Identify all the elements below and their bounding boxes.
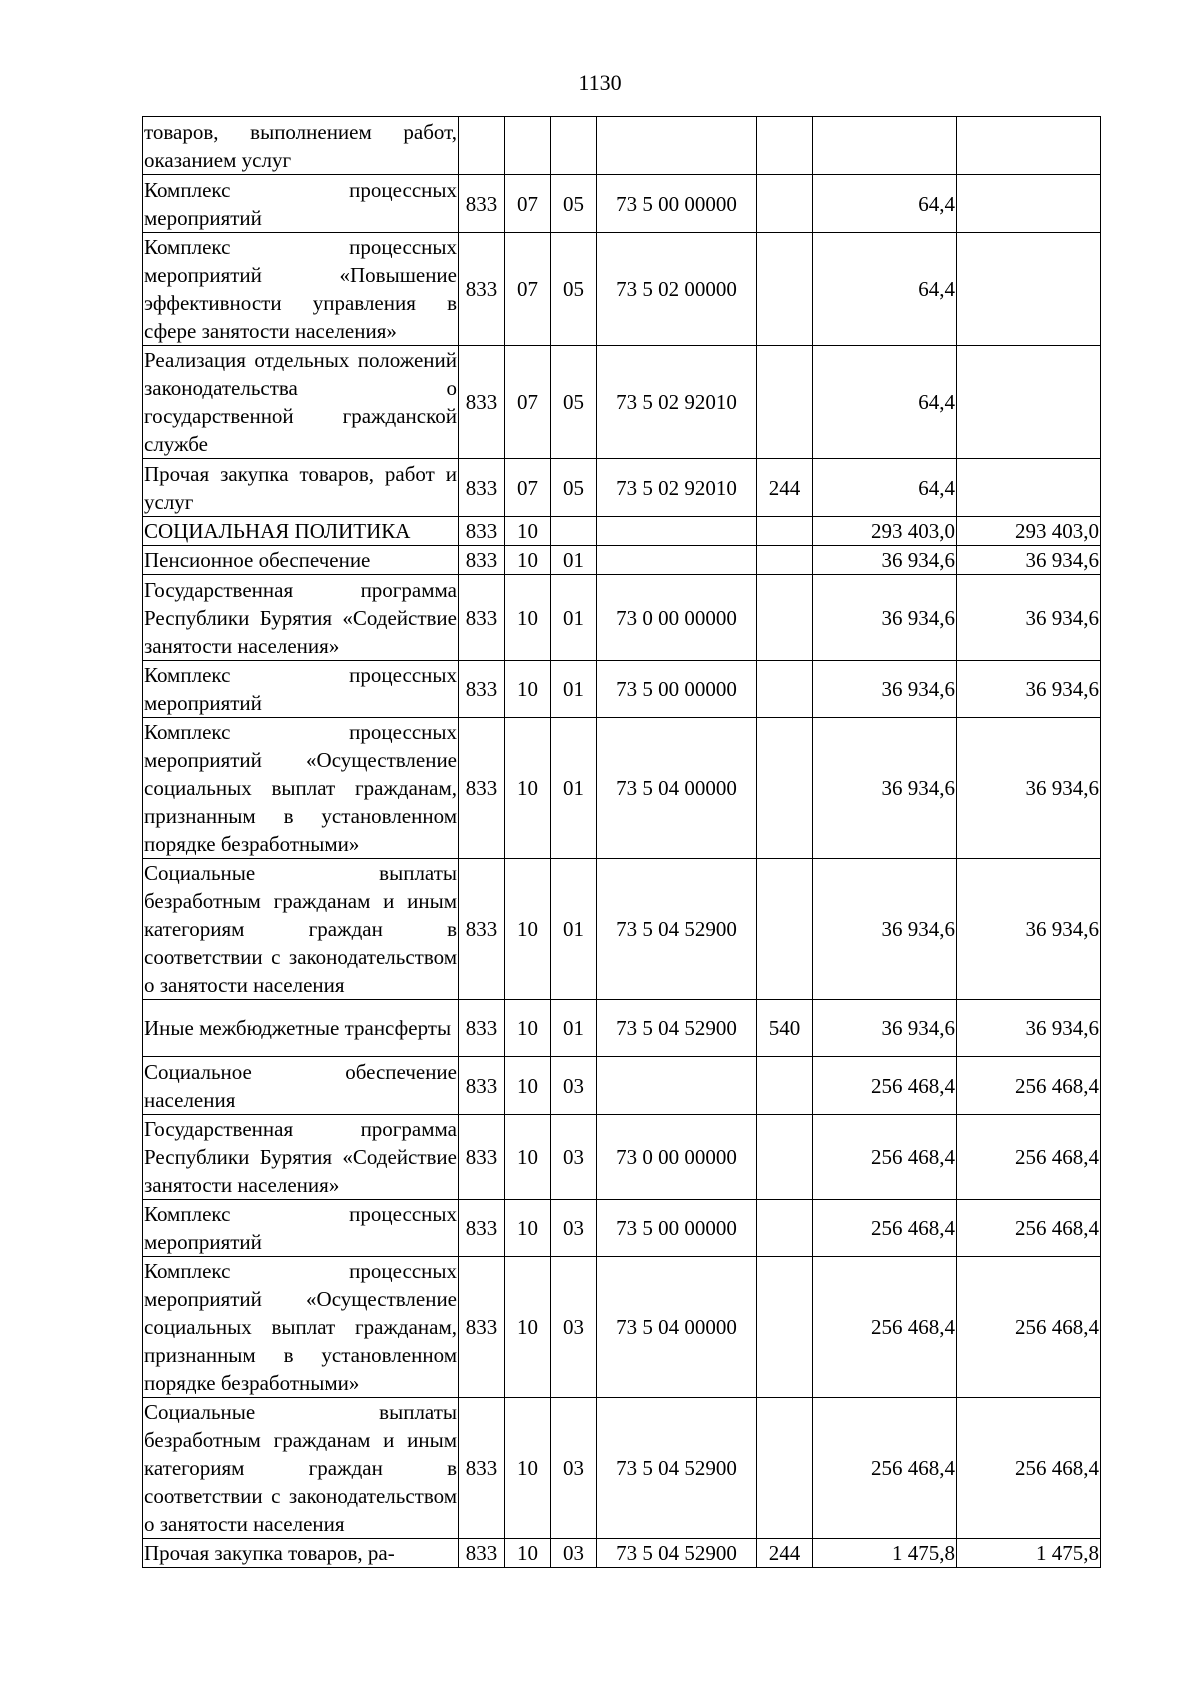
target-article-code [597,546,757,575]
amount-year-1: 36 934,6 [813,859,957,1000]
subsection-code: 01 [551,1000,597,1057]
subsection-code: 03 [551,1539,597,1568]
amount-year-1: 64,4 [813,175,957,233]
item-name: Пенсионное обеспечение [143,546,459,575]
section-code: 10 [505,1257,551,1398]
section-code: 10 [505,718,551,859]
admin-code: 833 [459,859,505,1000]
table-row [143,859,1101,1000]
subsection-code: 01 [551,718,597,859]
table-row [143,1398,1101,1539]
admin-code: 833 [459,459,505,517]
expense-type-code [757,546,813,575]
admin-code: 833 [459,1000,505,1057]
target-article-code: 73 0 00 00000 [597,1115,757,1200]
item-name: Государственная программа Республики Бурятия «Содействие занятости населения» [143,575,459,661]
target-article-code: 73 5 04 52900 [597,1539,757,1568]
amount-year-2 [957,346,1101,459]
expense-type-code [757,859,813,1000]
admin-code: 833 [459,1398,505,1539]
budget-table-body [143,117,1101,1568]
amount-year-2: 256 468,4 [957,1115,1101,1200]
subsection-code: 01 [551,546,597,575]
amount-year-1: 64,4 [813,233,957,346]
section-code: 07 [505,233,551,346]
section-code: 10 [505,546,551,575]
admin-code: 833 [459,517,505,546]
amount-year-1: 36 934,6 [813,661,957,718]
admin-code: 833 [459,718,505,859]
amount-year-1: 36 934,6 [813,1000,957,1057]
table-row [143,346,1101,459]
target-article-code: 73 0 00 00000 [597,575,757,661]
item-name: Прочая закупка товаров, ра- [143,1539,459,1568]
expense-type-code: 244 [757,1539,813,1568]
item-name: Иные межбюджетные трансферты [143,1000,459,1057]
target-article-code: 73 5 02 92010 [597,459,757,517]
section-code: 10 [505,661,551,718]
amount-year-1: 36 934,6 [813,546,957,575]
item-name: товаров, выполнением работ, оказанием услуг [143,117,459,175]
expense-type-code [757,1115,813,1200]
item-name: Комплекс процессных мероприятий [143,661,459,718]
table-row [143,117,1101,175]
budget-table [142,116,1101,1568]
amount-year-2: 1 475,8 [957,1539,1101,1568]
table-row [143,1000,1101,1057]
amount-year-2: 36 934,6 [957,661,1101,718]
item-name: Прочая закупка товаров, работ и услуг [143,459,459,517]
section-code: 10 [505,1000,551,1057]
subsection-code: 01 [551,575,597,661]
subsection-code: 01 [551,859,597,1000]
subsection-code: 05 [551,175,597,233]
amount-year-1: 256 468,4 [813,1115,957,1200]
table-row [143,1115,1101,1200]
target-article-code: 73 5 00 00000 [597,175,757,233]
section-code: 10 [505,859,551,1000]
target-article-code: 73 5 02 00000 [597,233,757,346]
amount-year-1: 256 468,4 [813,1398,957,1539]
target-article-code [597,1057,757,1115]
expense-type-code [757,1200,813,1257]
amount-year-2 [957,459,1101,517]
expense-type-code [757,346,813,459]
subsection-code: 03 [551,1057,597,1115]
amount-year-2: 36 934,6 [957,859,1101,1000]
item-name: Государственная программа Республики Бурятия «Содействие занятости населения» [143,1115,459,1200]
amount-year-2: 256 468,4 [957,1057,1101,1115]
subsection-code: 03 [551,1200,597,1257]
section-code: 10 [505,1115,551,1200]
item-name: СОЦИАЛЬНАЯ ПОЛИТИКА [143,517,459,546]
item-name: Комплекс процессных мероприятий «Повышение эффективности управления в сфере занятости населения» [143,233,459,346]
target-article-code [597,517,757,546]
target-article-code: 73 5 02 92010 [597,346,757,459]
expense-type-code [757,233,813,346]
amount-year-1: 64,4 [813,459,957,517]
amount-year-2: 256 468,4 [957,1398,1101,1539]
target-article-code: 73 5 04 52900 [597,1398,757,1539]
amount-year-2 [957,117,1101,175]
section-code: 10 [505,517,551,546]
table-row [143,661,1101,718]
expense-type-code [757,175,813,233]
expense-type-code [757,1257,813,1398]
table-row [143,517,1101,546]
target-article-code: 73 5 04 00000 [597,718,757,859]
item-name: Социальные выплаты безработным гражданам и иным категориям граждан в соответствии с законодательством о занятости населения [143,859,459,1000]
amount-year-2: 36 934,6 [957,546,1101,575]
table-row [143,718,1101,859]
item-name: Комплекс процессных мероприятий «Осуществление социальных выплат гражданам, признанным в установленном порядке безработными» [143,718,459,859]
section-code: 07 [505,459,551,517]
item-name: Комплекс процессных мероприятий [143,175,459,233]
amount-year-2 [957,175,1101,233]
table-row [143,1257,1101,1398]
expense-type-code: 540 [757,1000,813,1057]
admin-code [459,117,505,175]
subsection-code [551,517,597,546]
target-article-code: 73 5 00 00000 [597,1200,757,1257]
table-row [143,1200,1101,1257]
admin-code: 833 [459,661,505,718]
expense-type-code [757,575,813,661]
section-code: 10 [505,1200,551,1257]
page-number: 1130 [578,70,622,95]
amount-year-1: 36 934,6 [813,575,957,661]
expense-type-code [757,517,813,546]
amount-year-1 [813,117,957,175]
admin-code: 833 [459,575,505,661]
section-code: 07 [505,175,551,233]
section-code: 10 [505,575,551,661]
table-row [143,1057,1101,1115]
table-row [143,233,1101,346]
expense-type-code [757,1398,813,1539]
admin-code: 833 [459,1200,505,1257]
amount-year-2 [957,233,1101,346]
amount-year-1: 256 468,4 [813,1200,957,1257]
section-code [505,117,551,175]
amount-year-1: 36 934,6 [813,718,957,859]
item-name: Реализация отдельных положений законодательства о государственной гражданской службе [143,346,459,459]
section-code: 10 [505,1398,551,1539]
subsection-code: 03 [551,1257,597,1398]
admin-code: 833 [459,1115,505,1200]
item-name: Комплекс процессных мероприятий «Осуществление социальных выплат гражданам, признанным в установленном порядке безработными» [143,1257,459,1398]
admin-code: 833 [459,1257,505,1398]
target-article-code: 73 5 04 00000 [597,1257,757,1398]
admin-code: 833 [459,346,505,459]
table-row [143,1539,1101,1568]
target-article-code: 73 5 04 52900 [597,859,757,1000]
amount-year-2: 36 934,6 [957,1000,1101,1057]
subsection-code: 05 [551,233,597,346]
admin-code: 833 [459,546,505,575]
target-article-code: 73 5 04 52900 [597,1000,757,1057]
admin-code: 833 [459,1057,505,1115]
amount-year-1: 64,4 [813,346,957,459]
item-name: Комплекс процессных мероприятий [143,1200,459,1257]
table-row [143,459,1101,517]
admin-code: 833 [459,233,505,346]
section-code: 07 [505,346,551,459]
table-row [143,575,1101,661]
target-article-code: 73 5 00 00000 [597,661,757,718]
table-row [143,175,1101,233]
amount-year-1: 256 468,4 [813,1057,957,1115]
amount-year-2: 293 403,0 [957,517,1101,546]
target-article-code [597,117,757,175]
amount-year-2: 36 934,6 [957,575,1101,661]
subsection-code: 01 [551,661,597,718]
subsection-code [551,117,597,175]
expense-type-code [757,1057,813,1115]
expense-type-code [757,117,813,175]
amount-year-1: 1 475,8 [813,1539,957,1568]
expense-type-code [757,661,813,718]
section-code: 10 [505,1057,551,1115]
amount-year-2: 36 934,6 [957,718,1101,859]
amount-year-1: 256 468,4 [813,1257,957,1398]
expense-type-code [757,718,813,859]
admin-code: 833 [459,175,505,233]
subsection-code: 03 [551,1115,597,1200]
admin-code: 833 [459,1539,505,1568]
expense-type-code: 244 [757,459,813,517]
subsection-code: 05 [551,459,597,517]
item-name: Социальные выплаты безработным гражданам и иным категориям граждан в соответствии с законодательством о занятости населения [143,1398,459,1539]
amount-year-2: 256 468,4 [957,1257,1101,1398]
amount-year-1: 293 403,0 [813,517,957,546]
section-code: 10 [505,1539,551,1568]
item-name: Социальное обеспечение населения [143,1057,459,1115]
amount-year-2: 256 468,4 [957,1200,1101,1257]
table-row [143,546,1101,575]
subsection-code: 03 [551,1398,597,1539]
subsection-code: 05 [551,346,597,459]
